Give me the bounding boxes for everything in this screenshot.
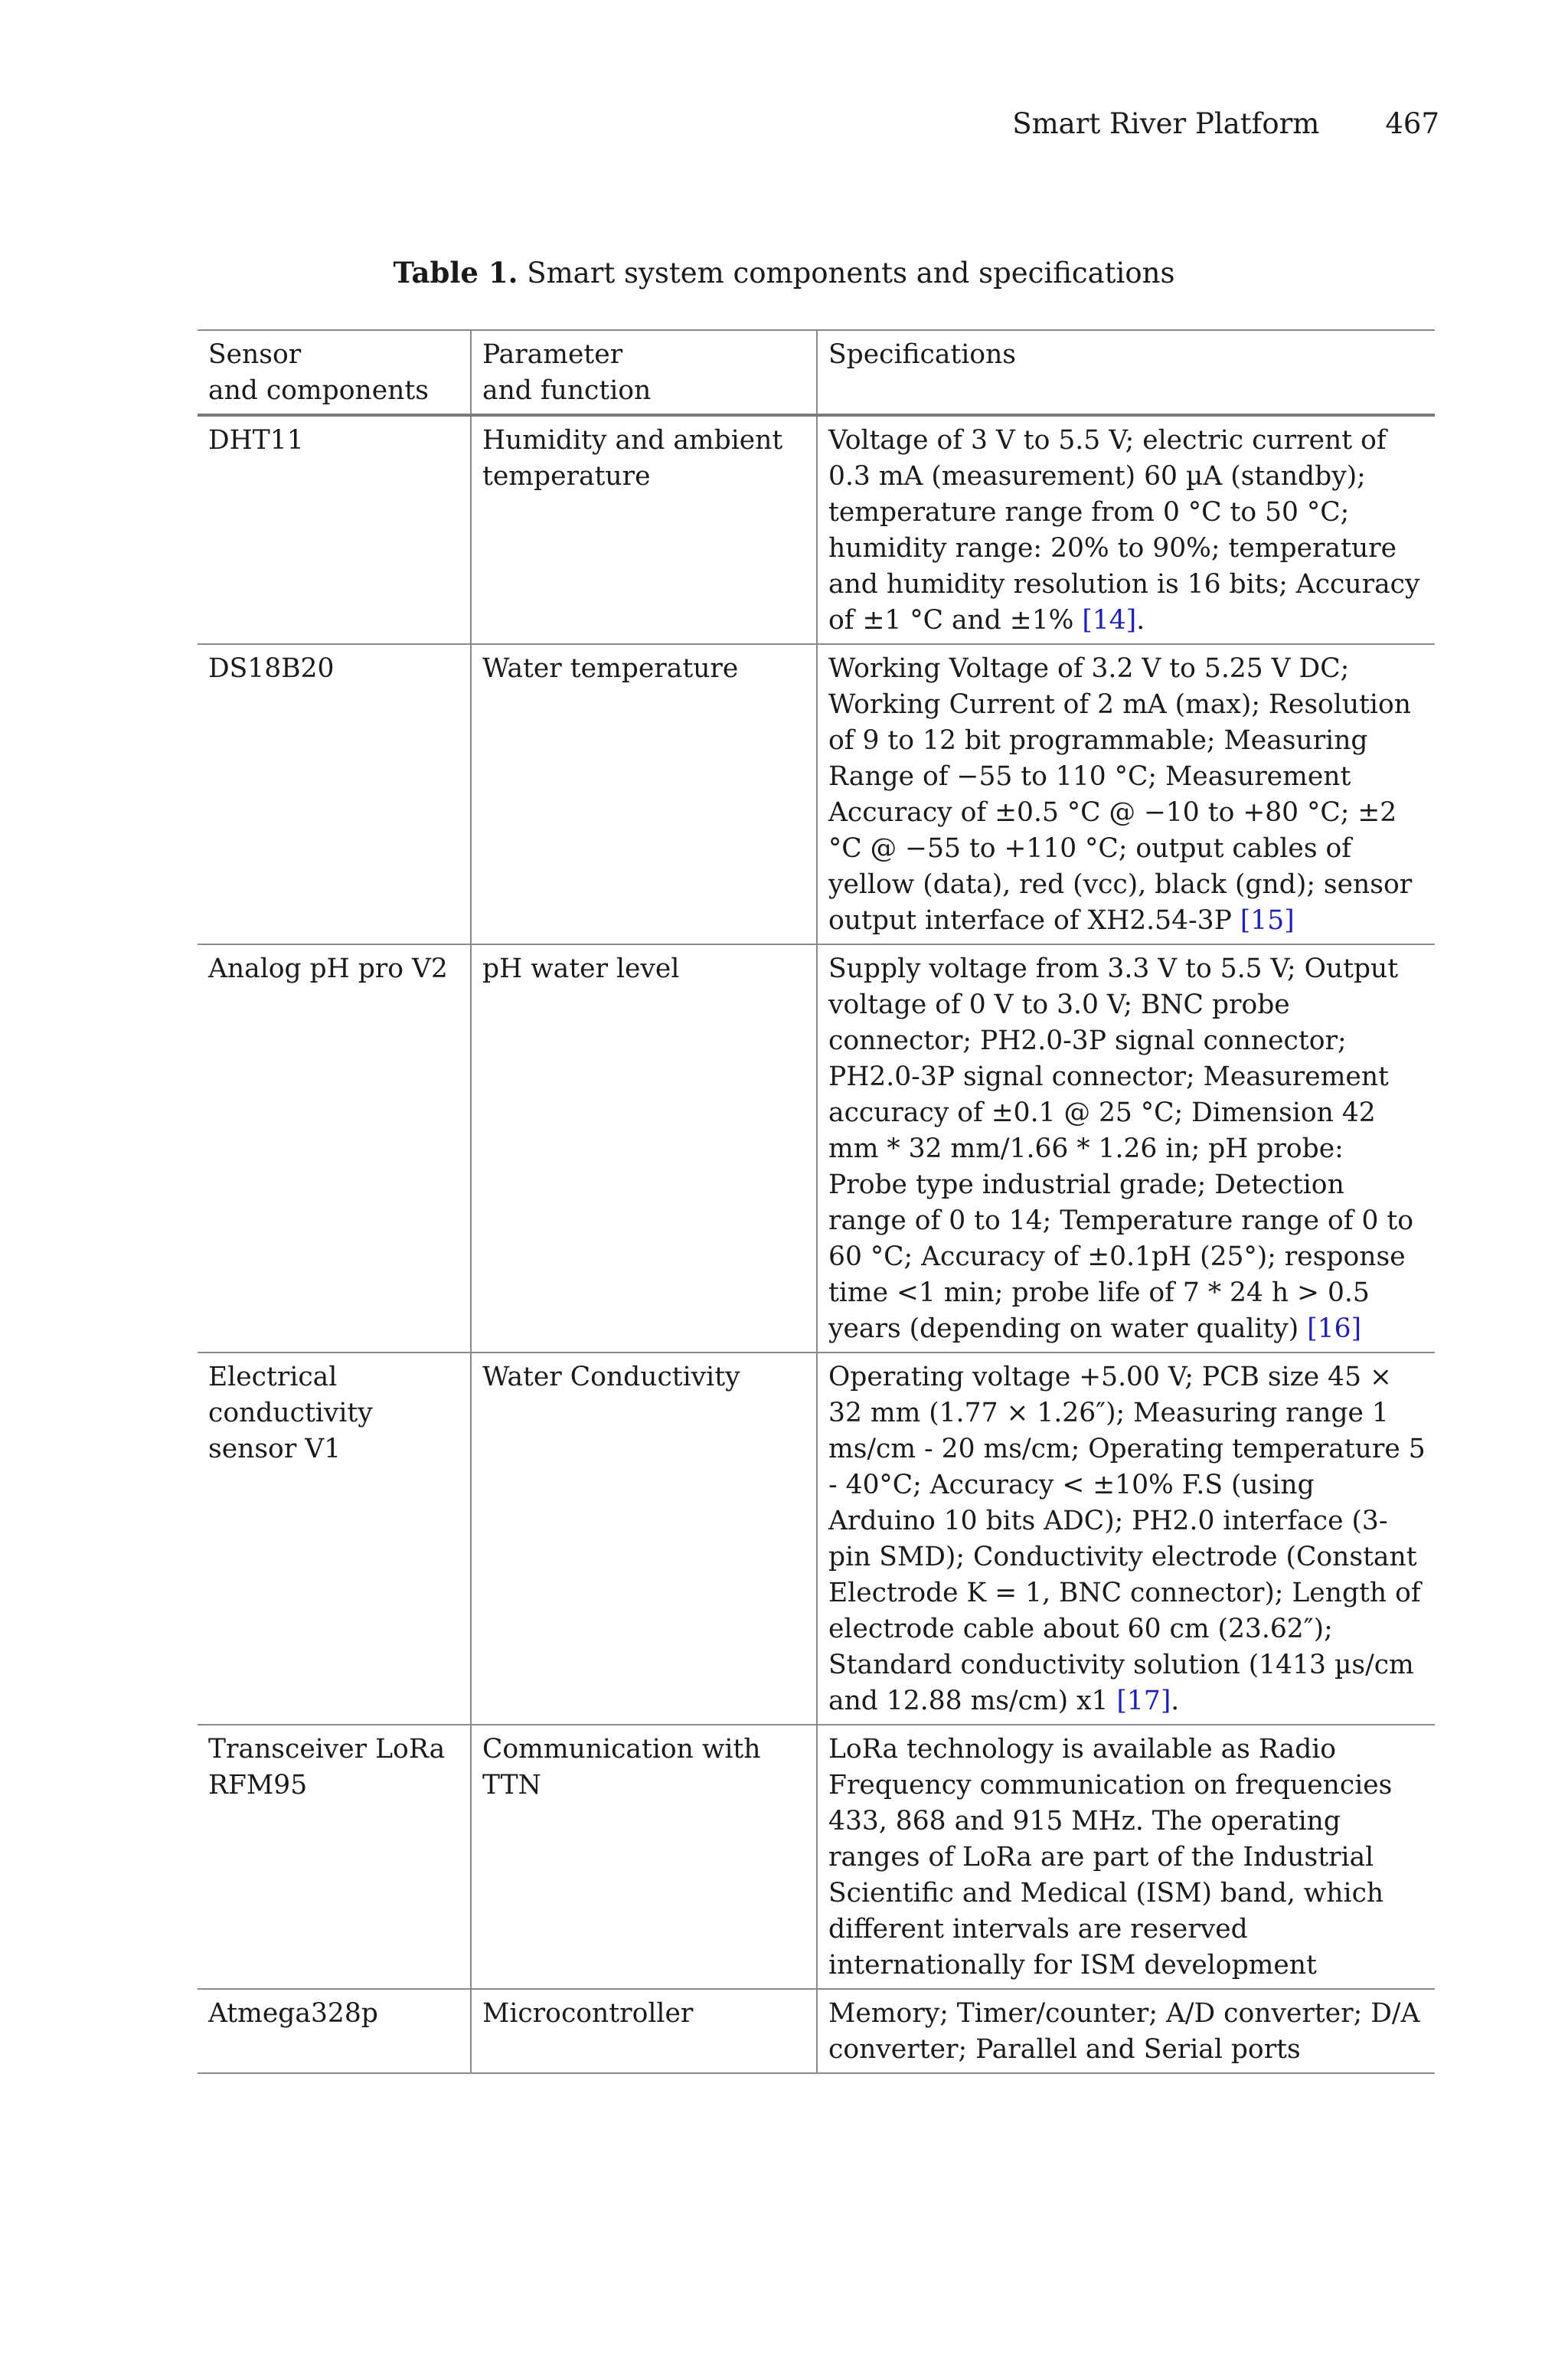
specification-cell — [817, 1989, 1435, 2073]
specification-cell — [817, 415, 1435, 644]
table-row — [198, 415, 1435, 644]
column-header-line: Sensor — [208, 339, 302, 370]
column-header-line: and function — [482, 375, 652, 406]
specification-cell — [817, 1353, 1435, 1725]
component-cell: Transceiver LoRa RFM95 — [208, 1734, 446, 1801]
table-row — [198, 1725, 1435, 1989]
parameter-cell: Water Conductivity — [471, 1353, 817, 1725]
component-cell: Atmega328p — [208, 1998, 378, 2029]
specification-cell — [817, 944, 1435, 1353]
citation-link[interactable]: [16] — [1307, 1313, 1362, 1344]
specification-tail: . — [1136, 605, 1145, 636]
table-caption-text: Smart system components and specifications — [527, 257, 1175, 289]
table-header-row — [198, 330, 1435, 415]
table-row — [198, 1353, 1435, 1725]
parameter-cell: Humidity and ambient temperature — [471, 415, 817, 644]
component-cell: DHT11 — [208, 425, 304, 456]
column-header-line: Specifications — [828, 339, 1016, 370]
specification-cell — [817, 1725, 1435, 1989]
column-header-line: Parameter — [482, 339, 623, 370]
specification-text: Working Voltage of 3.2 V to 5.25 V DC; Working Current of 2 mA (max); Resolution of 9 to 12 bit programmable; Measuring Range of −55 to 110 °C; Measurement Accuracy of ±0.5 °C @ −10 to +80 °C; ±2 °C @ −55 to +110 °C; output cables of yellow (data), red (vcc), black (gnd); sensor output interface of XH2.54-3P — [828, 653, 1413, 936]
column-header-line: and components — [208, 375, 429, 406]
table-row — [198, 1989, 1435, 2073]
component-cell: Electrical conductivity sensor V1 — [208, 1362, 373, 1464]
citation-link[interactable]: [14] — [1082, 605, 1137, 636]
specification-text: Memory; Timer/counter; A/D converter; D/A converter; Parallel and Serial ports — [828, 1998, 1420, 2065]
component-cell: Analog pH pro V2 — [208, 953, 448, 984]
column-header-parameter — [471, 330, 817, 415]
citation-link[interactable]: [17] — [1116, 1686, 1171, 1716]
specification-text: Voltage of 3 V to 5.5 V; electric current of 0.3 mA (measurement) 60 µA (standby); temperature range from 0 °C to 50 °C; humidity range: 20% to 90%; temperature and humidity resolution is 16 bits; Accuracy of ±1 °C and ±1% — [828, 425, 1420, 636]
running-head — [1012, 107, 1439, 141]
parameter-cell: Water temperature — [471, 644, 817, 944]
specification-text: LoRa technology is available as Radio Frequency communication on frequencies 433, 868 and 915 MHz. The operating ranges of LoRa are part of the Industrial Scientific and Medical (ISM) band, which different intervals are reserved internationally for ISM development — [828, 1734, 1393, 1981]
table-row — [198, 644, 1435, 944]
parameter-cell: pH water level — [471, 944, 817, 1353]
specification-text: Supply voltage from 3.3 V to 5.5 V; Output voltage of 0 V to 3.0 V; BNC probe connector; PH2.0-3P signal connector; PH2.0-3P signal connector; Measurement accuracy of ±0.1 @ 25 °C; Dimension 42 mm * 32 mm/1.66 * 1.26 in; pH probe: Probe type industrial grade; Detection range of 0 to 14; Temperature range of 0 to 60 °C; Accuracy of ±0.1pH (25°); response time <1 min; probe life of 7 * 24 h > 0.5 years (depending on water quality) — [828, 953, 1414, 1344]
running-title: Smart River Platform — [1012, 107, 1320, 140]
table-caption-label: Table 1. — [393, 256, 518, 289]
parameter-cell: Microcontroller — [471, 1989, 817, 2073]
component-cell: DS18B20 — [208, 653, 335, 684]
specifications-table — [198, 329, 1435, 2074]
specification-cell — [817, 644, 1435, 944]
parameter-cell: Communication with TTN — [471, 1725, 817, 1989]
column-header-specifications — [817, 330, 1435, 415]
page-number: 467 — [1385, 107, 1439, 140]
specification-text: Operating voltage +5.00 V; PCB size 45 × 32 mm (1.77 × 1.26″); Measuring range 1 ms/cm - 20 ms/cm; Operating temperature 5 - 40°C; Accuracy < ±10% F.S (using Arduino 10 bits ADC); PH2.0 interface (3-pin SMD); Conductivity electrode (Constant Electrode K = 1, BNC connector); Length of electrode cable about 60 cm (23.62″); Standard conductivity solution (1413 µs/cm and 12.88 ms/cm) x1 — [828, 1362, 1426, 1716]
specification-tail: . — [1171, 1686, 1180, 1716]
column-header-sensor — [198, 330, 471, 415]
citation-link[interactable]: [15] — [1240, 905, 1295, 936]
table-caption — [0, 256, 1568, 290]
table-row — [198, 944, 1435, 1353]
